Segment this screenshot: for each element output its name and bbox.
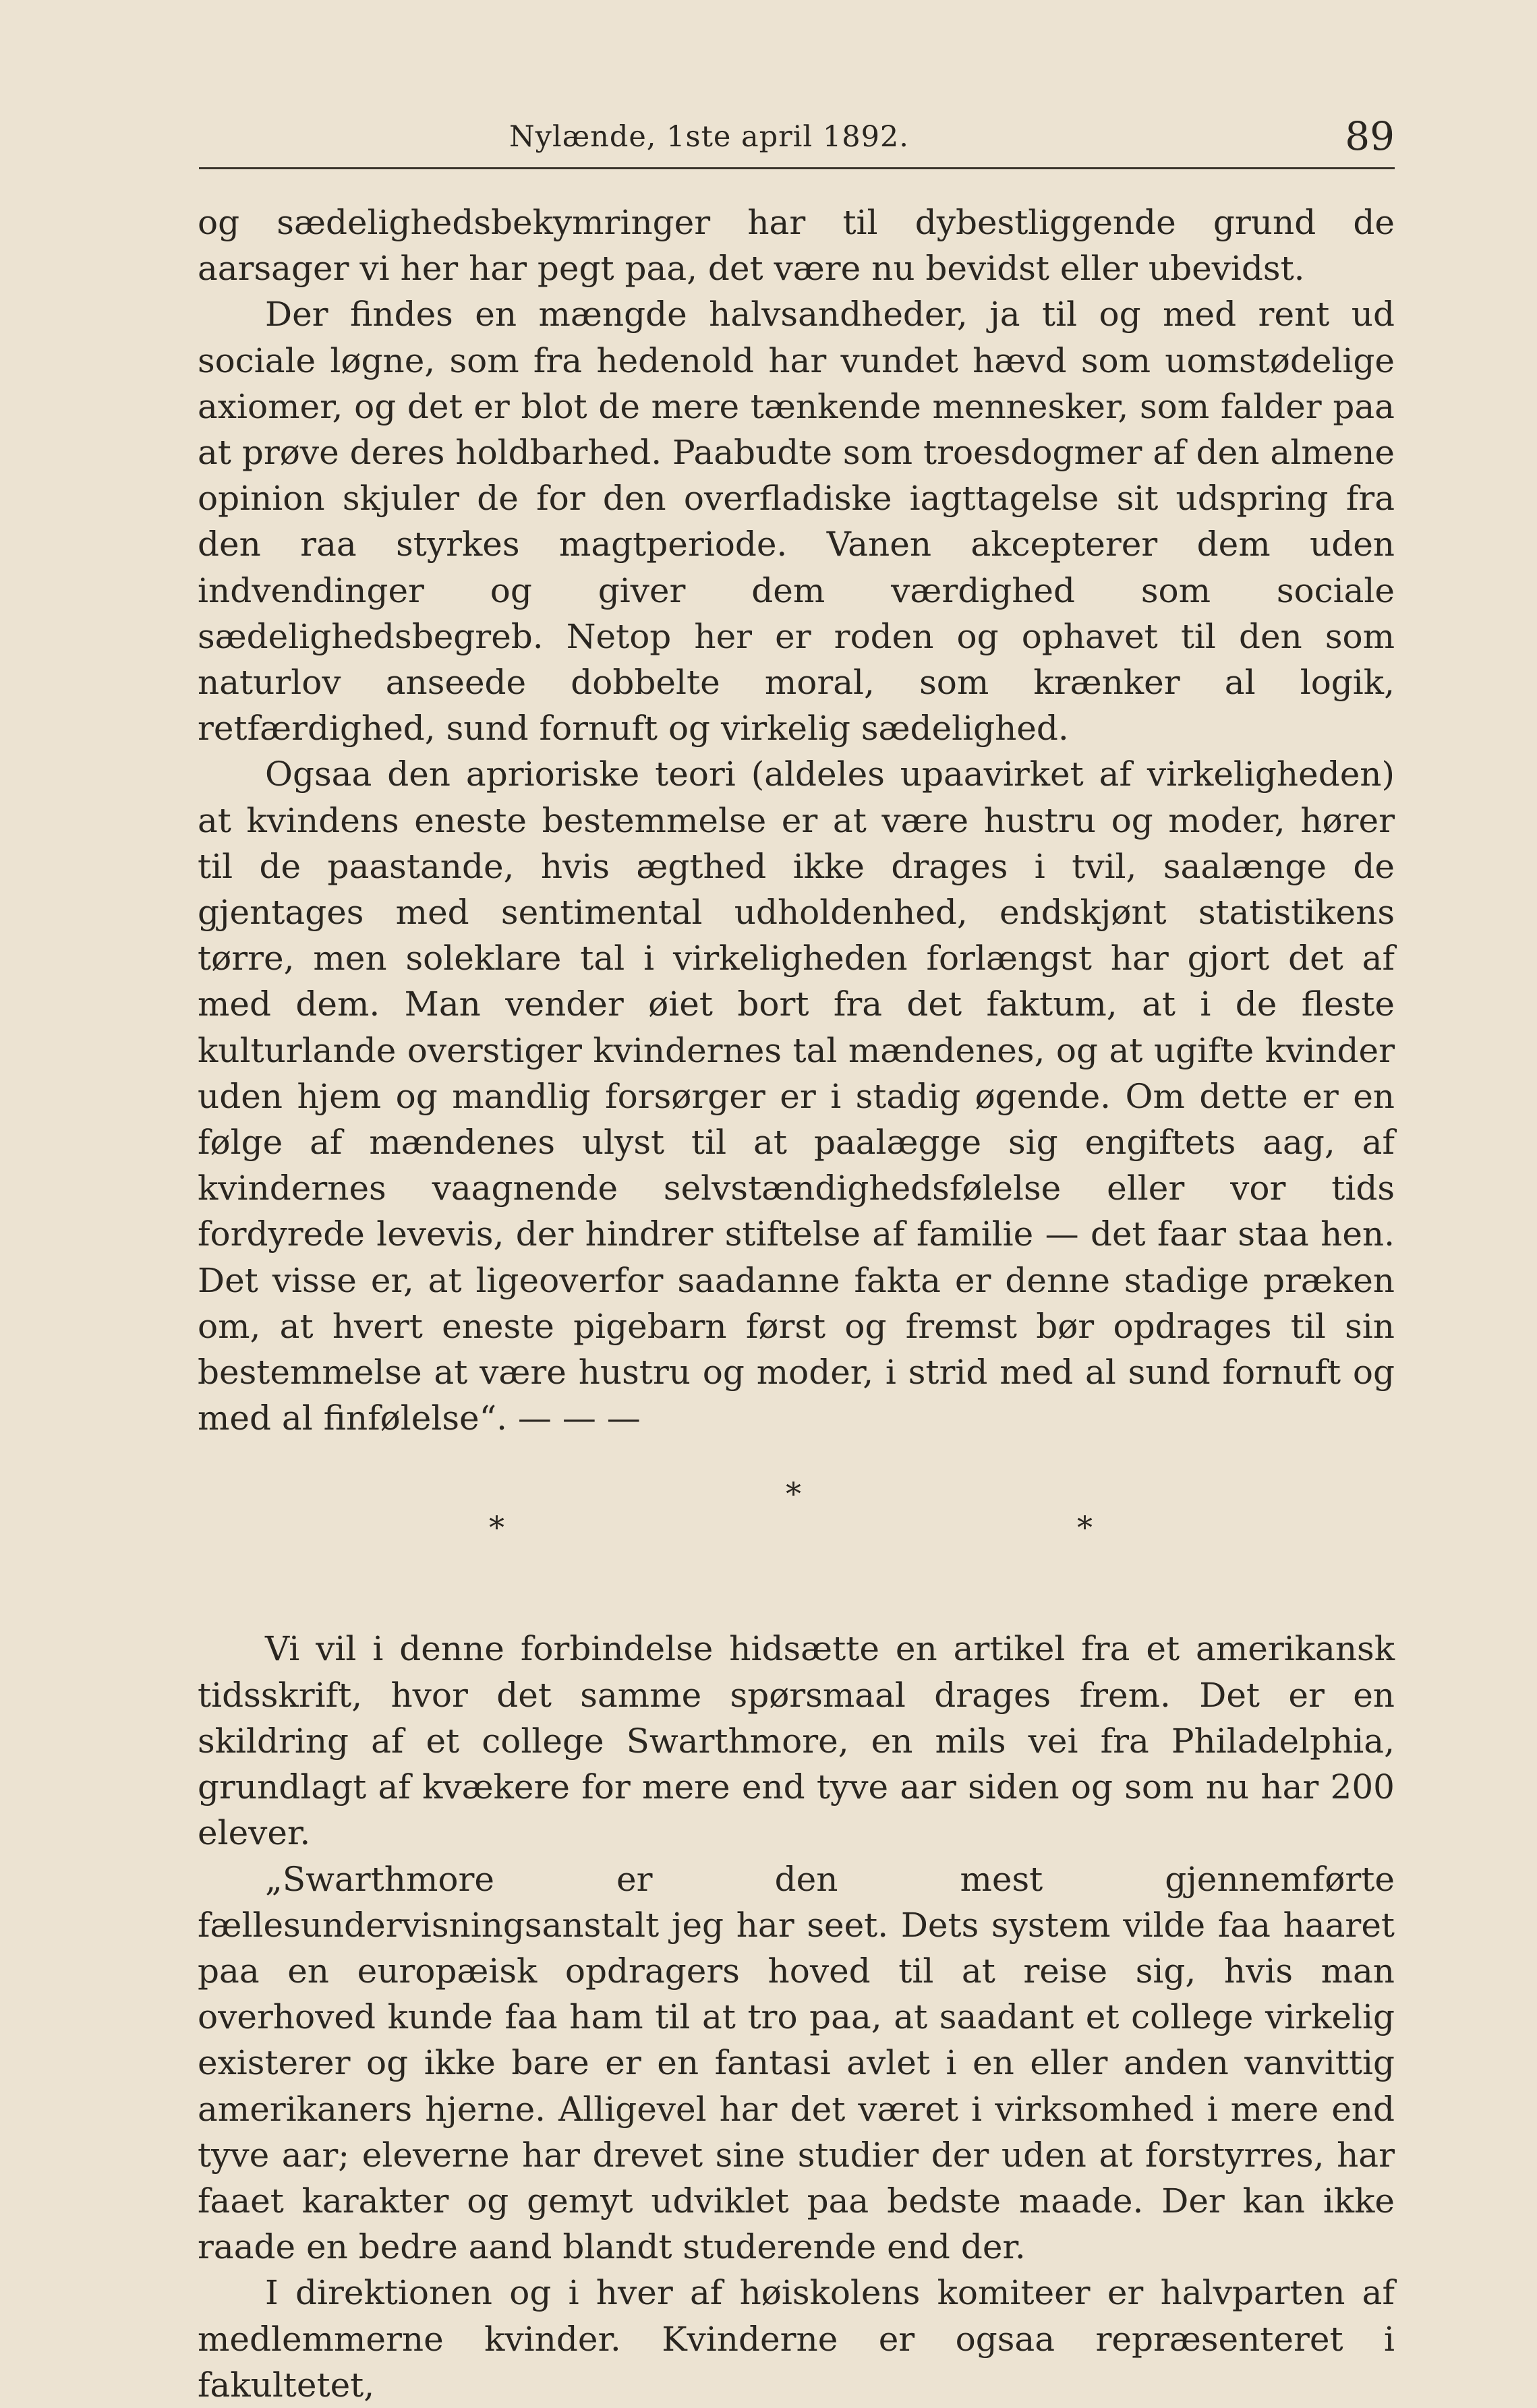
paragraph-4: Vi vil i denne forbindelse hidsætte en artikel fra et amerikansk tidsskrift, hvor det samme spørsmaal drages frem. Det er en skildring af et college Swarthmore, en mils vei fra Philadelphia, grundlagt af kvækere for mere end tyve aar siden og som nu har 200 elever. bbox=[198, 1629, 1395, 1853]
paragraph-6: I direktionen og i hver af høiskolens komiteer er halvparten af medlemmerne kvinder. Kvinderne er ogsaa repræsenteret i fakultetet, bbox=[198, 2273, 1395, 2405]
asterism-star-right: * bbox=[1077, 1509, 1093, 1546]
asterism-star-top: * bbox=[786, 1475, 801, 1513]
running-title: Nylænde, 1ste april 1892. bbox=[509, 120, 909, 154]
paragraph-5: „Swarthmore er den mest gjennemførte fællesundervisningsanstalt jeg har seet. Dets system vilde faa haaret paa en europæisk opdragers hoved til at reise sig, hvis man overhoved kunde faa ham til at tro paa, at saadant et college virkelig existerer og ikke bare er en fantasi avlet i en eller anden vanvittig amerikaners hjerne. Alligevel har det været i virksomhed i mere end tyve aar; eleverne har drevet sine studier der uden at forstyrres, har faaet karakter og gemyt udviklet paa bedste maade. Der kan ikke raade en bedre aand blandt studerende end der. bbox=[198, 1859, 1395, 2267]
paragraph-1: og sædelighedsbekymringer har til dybestliggende grund de aarsager vi her har pegt paa, det være nu bevidst eller ubevidst. bbox=[198, 203, 1395, 289]
asterism-star-left: * bbox=[489, 1509, 504, 1546]
page-number: 89 bbox=[1345, 113, 1395, 159]
paragraph-3: Ogsaa den aprioriske teori (aldeles upaavirket af virkeligheden) at kvindens eneste bestemmelse er at være hustru og moder, hører til de paastande, hvis ægthed ikke drages i tvil, saalænge de gjentages med sentimental udholdenhed, endskjønt statistikens tørre, men soleklare tal i virkeligheden forlængst har gjort det af med dem. Man vender øiet bort fra det faktum, at i de fleste kulturlande overstiger kvindernes tal mændenes, og at ugifte kvinder uden hjem og mandlig forsørger er i stadig øgende. Om dette er en følge af mændenes ulyst til at paalægge sig engiftets aag, af kvindernes vaagnende selvstændighedsfølelse eller vor tids fordyrede levevis, der hindrer stiftelse af familie — det faar staa hen. Det visse er, at ligeoverfor saadanne fakta er denne stadige præken om, at hvert eneste pigebarn først og fremst bør opdrages til sin bestemmelse at være hustru og moder, i strid med al sund fornuft og med al finfølelse“. — — — bbox=[198, 755, 1395, 1438]
paragraph-2: Der findes en mængde halvsandheder, ja til og med rent ud sociale løgne, som fra hedenold har vundet hævd som uomstødelige axiomer, og det er blot de mere tænkende mennesker, som falder paa at prøve deres holdbarhed. Paabudte som troesdogmer af den almene opinion skjuler de for den overfladiske iagttagelse sit udspring fra den raa styrkes magtperiode. Vanen akcepterer dem uden indvendinger og giver dem værdighed som sociale sædelighedsbegreb. Netop her er roden og ophavet til den som naturlov anseede dobbelte moral, som krænker al logik, retfærdighed, sund fornuft og virkelig sædelighed. bbox=[198, 295, 1395, 748]
running-header bbox=[199, 113, 1395, 169]
section-break-asterism bbox=[198, 1441, 1395, 1626]
body-text bbox=[198, 200, 1395, 2408]
